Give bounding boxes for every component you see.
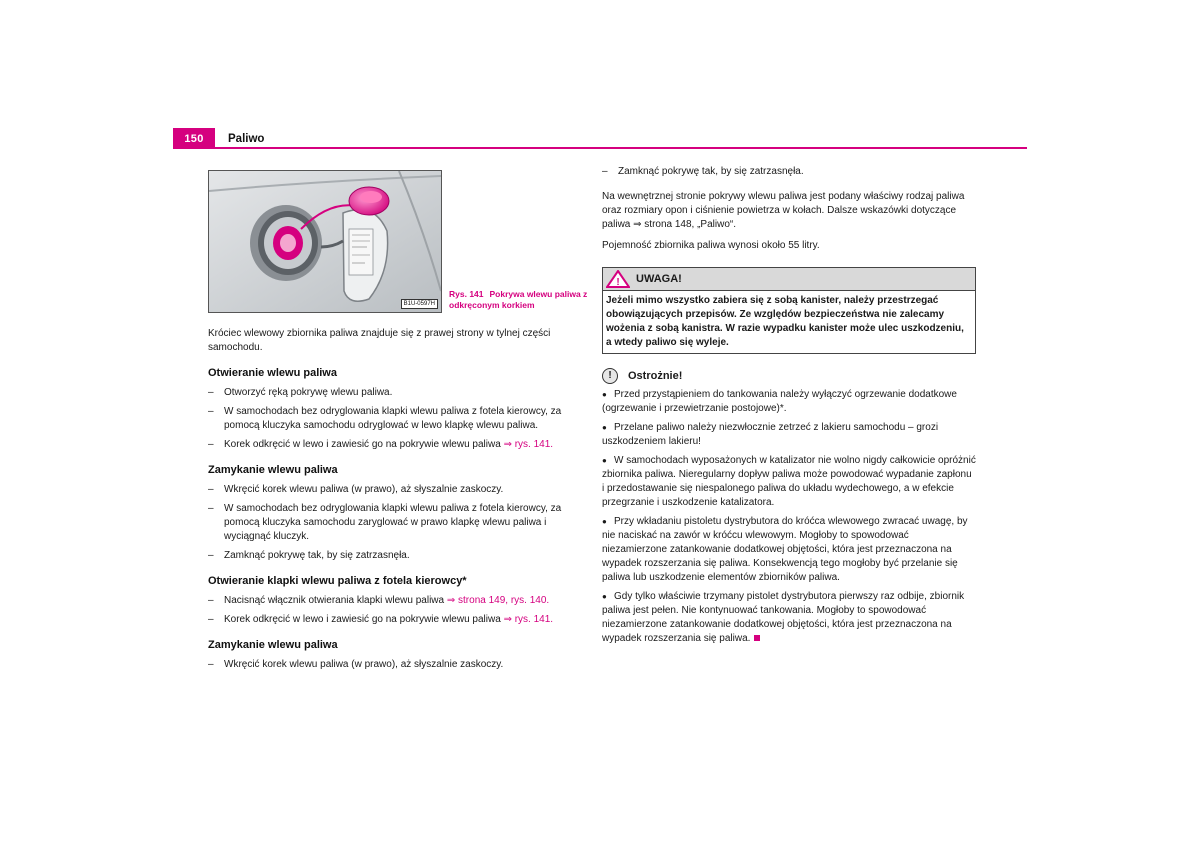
dash-mark: – (208, 484, 214, 495)
list-item (208, 386, 568, 400)
dash-mark: – (208, 595, 214, 606)
section-heading: Otwieranie klapki wlewu paliwa z fotela kierowcy* (208, 575, 467, 587)
dash-mark: – (208, 550, 214, 561)
bullet-icon: ● (602, 592, 607, 601)
caution-item (602, 388, 976, 416)
bullet-icon: ● (602, 456, 607, 465)
cross-reference-link[interactable]: ⇒ rys. 141. (503, 614, 554, 625)
warning-text: Jeżeli mimo wszystko zabiera się z sobą kanister, należy przestrzegać obowiązujących przepisów. Ze względów bezpieczeństwa nie zalecamy wożenia z sobą kanistra. W razie wypadku kanister może ulec uszkodzeniu, a wtedy paliwo się wyleje. (606, 295, 964, 348)
right-column (602, 165, 976, 651)
dash-mark: – (208, 406, 214, 417)
section-heading: Zamykanie wlewu paliwa (208, 464, 338, 476)
continued-steps (602, 165, 976, 179)
step-text: Zamknąć pokrywę tak, by się zatrzasnęła. (618, 166, 804, 177)
list-item (208, 438, 568, 452)
step-text: Otworzyć ręką pokrywę wlewu paliwa. (224, 387, 393, 398)
bullet-icon: ● (602, 517, 607, 526)
caption-text: Pokrywa wlewu paliwa z odkręconym korkiem (449, 289, 588, 310)
info-paragraph: Na wewnętrznej stronie pokrywy wlewu paliwa jest podany właściwy rodzaj paliwa oraz rozmiary opon i ciśnienie powietrza w kołach. Dalsze wskazówki dotyczące paliwa ⇒ strona 148, „Paliwo“. (602, 191, 965, 230)
warning-title: UWAGA! (636, 273, 682, 285)
caution-exclamation-icon: ! (602, 368, 618, 384)
dash-mark: – (602, 166, 608, 177)
warning-box (602, 267, 976, 354)
figure-code: B1U-0597H (401, 299, 438, 309)
caution-title: Ostrożnie! (628, 370, 683, 382)
step-text: Wkręcić korek wlewu paliwa (w prawo), aż słyszalnie zaskoczy. (224, 484, 504, 495)
page-number: 150 (173, 128, 215, 148)
dash-mark: – (208, 659, 214, 670)
section-heading: Otwieranie wlewu paliwa (208, 367, 337, 379)
step-text: Korek odkręcić w lewo i zawiesić go na pokrywie wlewu paliwa (224, 439, 504, 450)
list-item (208, 502, 568, 544)
dash-mark: – (208, 614, 214, 625)
fuel-cap-illustration (208, 170, 442, 313)
list-item (208, 549, 568, 563)
step-list (208, 483, 568, 563)
caption-label: Rys. 141 (449, 289, 484, 299)
caution-text: Przed przystąpieniem do tankowania należy wyłączyć ogrzewanie dodatkowe (ogrzewanie i przewietrzanie postojowe)*. (602, 389, 957, 414)
caution-item (602, 515, 976, 585)
list-item (208, 483, 568, 497)
step-text: W samochodach bez odryglowania klapki wlewu paliwa z fotela kierowcy, za pomocą kluczyka samochodu zaryglować w prawo klapkę wlewu paliwa i wyciągnąć kluczyk. (224, 503, 562, 542)
section-heading: Zamykanie wlewu paliwa (208, 639, 338, 651)
header-divider (173, 147, 1027, 149)
step-text: Nacisnąć włącznik otwierania klapki wlewu paliwa (224, 595, 447, 606)
step-text: Zamknąć pokrywę tak, by się zatrzasnęła. (224, 550, 410, 561)
caution-text: W samochodach wyposażonych w katalizator nie wolno nigdy całkowicie opróżnić zbiornika paliwa. Nieregularny dopływ paliwa może powodować wypadanie zapłonu i przedostawanie się niespalonego paliwa do układu wydechowego, a w efekcie przegrzanie i uszkodzenie katalizatora. (602, 455, 976, 508)
step-list (208, 594, 568, 627)
caution-item (602, 590, 976, 646)
caution-item (602, 421, 976, 449)
warning-triangle-icon (606, 270, 630, 288)
list-item (208, 658, 568, 672)
cross-reference-link[interactable]: ⇒ rys. 141. (503, 439, 554, 450)
caution-text: Przy wkładaniu pistoletu dystrybutora do króćca wlewowego zwracać uwagę, by nie naciskać na zawór w króćcu wlewowym. Mogłoby to spowodować niezamierzone zatankowanie dodatkowej objętości, która jest przeznaczona na wypadek rozszerzania się paliwa. Konsekwencją tego mogłoby być przelanie się paliwa lub uszkodzenie elementów zbiorników paliwa. (602, 516, 968, 583)
caution-list (602, 388, 976, 646)
intro-paragraph: Króciec wlewowy zbiornika paliwa znajduje się z prawej strony w tylnej części samochodu. (208, 328, 551, 353)
bullet-icon: ● (602, 423, 607, 432)
step-list (208, 386, 568, 452)
section-title: Paliwo (228, 133, 265, 145)
step-text: W samochodach bez odryglowania klapki wlewu paliwa z fotela kierowcy, za pomocą kluczyka samochodu odryglować w lewo klapkę wlewu paliwa. (224, 406, 562, 431)
list-item (602, 165, 976, 179)
dash-mark: – (208, 439, 214, 450)
caution-text: Gdy tylko właściwie trzymany pistolet dystrybutora pierwszy raz odbije, zbiornik paliwa jest pełen. Nie kontynuować tankowania. Mogłoby to spowodować niezamierzone zatankowanie dodatkowej objętości, która jest przeznaczona na wypadek rozszerzania się paliwa. (602, 591, 965, 644)
caution-text: Przelane paliwo należy niezwłocznie zetrzeć z lakieru samochodu – grozi uszkodzeniem lakieru! (602, 422, 939, 447)
capacity-paragraph: Pojemność zbiornika paliwa wynosi około 55 litry. (602, 240, 820, 251)
dash-mark: – (208, 387, 214, 398)
svg-text:!: ! (616, 277, 620, 288)
list-item (208, 613, 568, 627)
end-of-section-icon (754, 635, 760, 641)
list-item (208, 405, 568, 433)
dash-mark: – (208, 503, 214, 514)
step-text: Wkręcić korek wlewu paliwa (w prawo), aż słyszalnie zaskoczy. (224, 659, 504, 670)
cross-reference-link[interactable]: ⇒ strona 149, rys. 140. (446, 595, 550, 606)
warning-header (603, 268, 975, 291)
step-text: Korek odkręcić w lewo i zawiesić go na pokrywie wlewu paliwa (224, 614, 504, 625)
left-column (208, 327, 568, 677)
step-list (208, 658, 568, 672)
caution-header (602, 368, 976, 384)
list-item (208, 594, 568, 608)
caution-item (602, 454, 976, 510)
fuel-filler-drawing (209, 171, 441, 312)
bullet-icon: ● (602, 390, 607, 399)
left-sections (208, 366, 568, 672)
figure-caption (449, 289, 589, 311)
